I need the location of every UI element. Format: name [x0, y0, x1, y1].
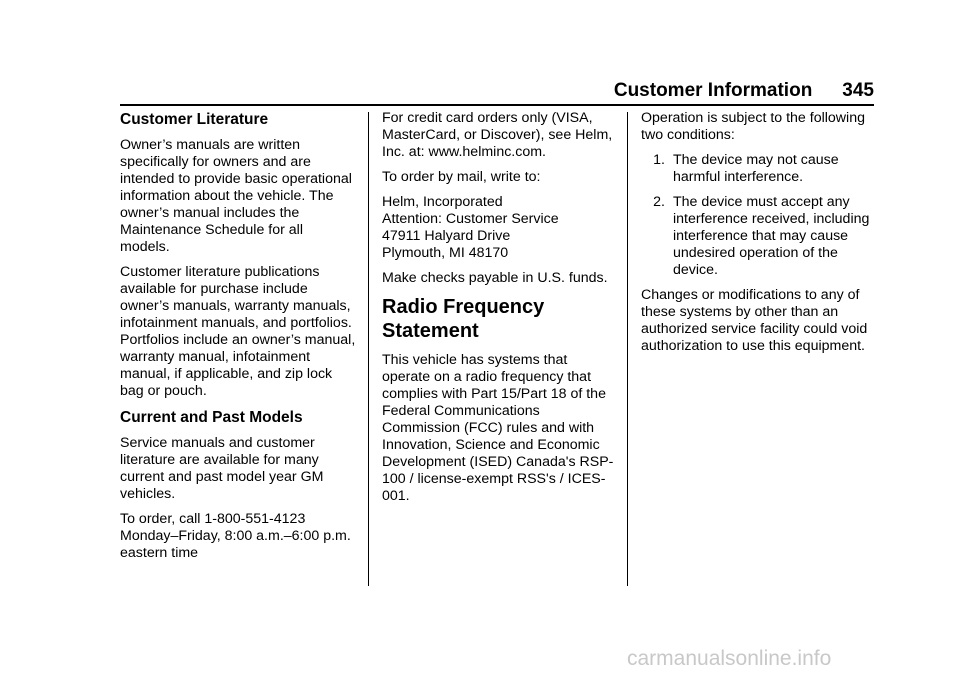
- header-rule: [120, 104, 874, 106]
- column-divider-left: [368, 112, 369, 586]
- column-right: [641, 110, 877, 363]
- paragraph-order-mail: To order by mail, write to:: [382, 169, 541, 185]
- conditions-list: [641, 152, 877, 279]
- paragraph-radio-systems: This vehicle has systems that operate on a radio frequency that complies with Part 15/Part 18 of the Federal Communications Commission (FCC) rules and with Innovation, Science and Economic Development (ISED) Canada's RSP-100 / license-exempt RSS's / ICES-001.: [382, 352, 614, 504]
- heading-customer-literature: Customer Literature: [120, 111, 269, 128]
- paragraph-service-manuals: Service manuals and customer literature are available for many current and past model year GM vehicles.: [120, 435, 324, 502]
- address-line: Plymouth, MI 48170: [382, 245, 509, 261]
- order-phone-line: To order, call 1-800-551-4123: [120, 511, 306, 527]
- order-hours-line: Monday–Friday, 8:00 a.m.–6:00 p.m.: [120, 528, 351, 544]
- column-divider-right: [627, 112, 628, 586]
- watermark: carmanualsonline.info: [627, 647, 832, 670]
- paragraph-credit-card: For credit card orders only (VISA, MasterCard, or Discover), see Helm, Inc. at: www.helminc.com.: [382, 110, 613, 160]
- paragraph-checks: Make checks payable in U.S. funds.: [382, 270, 608, 286]
- heading-radio-frequency: Radio Frequency Statement: [382, 296, 545, 342]
- order-timezone-line: eastern time: [120, 545, 199, 561]
- address-line: Attention: Customer Service: [382, 211, 559, 227]
- heading-current-past-models: Current and Past Models: [120, 409, 303, 426]
- paragraph-order-phone: [120, 511, 356, 562]
- address-line: 47911 Halyard Drive: [382, 228, 511, 244]
- mailing-address: [382, 194, 618, 262]
- paragraph-literature-publications: Customer literature publications available for purchase include owner’s manuals, warranty manuals, infotainment manuals, and portfolios. Portfolios include an owner’s manual, warranty manual, infotainment manual, if applicable, and zip lock bag or pouch.: [120, 264, 356, 399]
- paragraph-owners-manuals: Owner’s manuals are written specifically for owners and are intended to provide basic operational information about the vehicle. The owner’s manual includes the Maintenance Schedule for all models.: [120, 137, 352, 255]
- paragraph-modifications: Changes or modifications to any of these systems by other than an authorized service facility could void authorization to use this equipment.: [641, 287, 868, 354]
- list-item-number: 1.: [653, 152, 665, 168]
- page-header: [614, 80, 874, 102]
- paragraph-operation-conditions: Operation is subject to the following two conditions:: [641, 110, 865, 143]
- list-item: [641, 152, 877, 186]
- section-title: Customer Information: [613, 80, 813, 101]
- page-number: 345: [842, 80, 874, 101]
- address-line: Helm, Incorporated: [382, 194, 503, 210]
- list-item-text: The device must accept any interference received, including interference that may cause undesired operation of the device.: [673, 194, 870, 278]
- list-item-text: The device may not cause harmful interference.: [673, 152, 839, 185]
- column-middle: [382, 110, 618, 513]
- column-left: [120, 110, 356, 570]
- list-item: [641, 194, 877, 279]
- list-item-number: 2.: [653, 194, 665, 210]
